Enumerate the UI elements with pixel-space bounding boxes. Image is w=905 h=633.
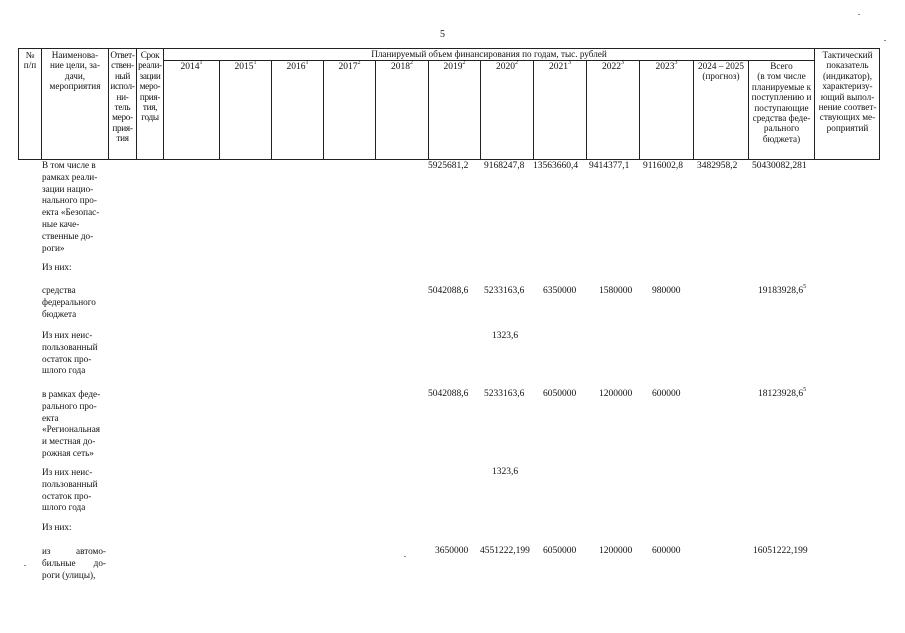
- row4-2019-value: 5042088,6: [428, 389, 469, 399]
- header-responsible: Ответ- ствен- ный испол- ни- тель меро- прия- тия: [110, 50, 135, 144]
- row2-2021-value: 6350000: [543, 286, 577, 296]
- header-year-2021: 2021$^3$: [549, 60, 571, 72]
- row7-2020-value: 4551222,199: [480, 546, 530, 556]
- row7-2022-value: 1200000: [599, 546, 633, 556]
- row-label-roads: из автомо- бильные до- роги (улицы),: [42, 546, 106, 580]
- row2-2023-value: 980000: [652, 286, 681, 296]
- row0-2022-value: 9414377,1: [589, 161, 630, 171]
- row-label-national-project: В том числе в рамках реали- зации нацио- нального про- екта «Безопас- ные каче- ственные до- роги»: [42, 160, 100, 253]
- header-year-2023: 2023$^3$: [655, 60, 678, 72]
- scan-speck: [884, 40, 886, 41]
- header-year-2018: 2018$^2$: [391, 60, 413, 72]
- row-label-federal-budget: средства федерального бюджета: [42, 285, 96, 319]
- row-label-federal-project: в рамках феде- рального про- екта «Региональная и местная до- рожная сеть»: [42, 389, 101, 458]
- row4-2023-value: 600000: [652, 389, 681, 399]
- header-year-2017: 2017$^2$: [338, 60, 361, 72]
- header-name: Наименова- ние цели, за- дачи, мероприятия: [49, 50, 101, 92]
- header-year-2014: 2014$^1$: [180, 60, 203, 72]
- row0-forecast-value: 3482958,2: [697, 161, 738, 171]
- row-label-of-which-2: Из них:: [42, 522, 72, 532]
- header-year-2022: 2022$^3$: [602, 60, 624, 72]
- header-term: Срок реали- зации меро- прия- тия, годы: [138, 50, 162, 123]
- row0-2019-value: 5925681,2: [428, 161, 469, 171]
- header-year-2020: 2020$^2$: [496, 60, 518, 72]
- row0-2020-value: 9168247,8: [484, 161, 525, 171]
- scan-speck: [858, 14, 860, 15]
- header-planned-financing: Планируемый объем финансирования по годам, тыс. рублей: [371, 49, 607, 59]
- header-year-2016: 2016$^1$: [286, 60, 309, 72]
- scan-speck: [24, 565, 26, 566]
- header-number: № п/п: [23, 50, 37, 71]
- row-label-of-which: Из них:: [42, 262, 72, 272]
- row2-total-value: 19183928,6$^5$: [758, 284, 807, 296]
- row3-2020-value: 1323,6: [492, 331, 519, 341]
- row4-2021-value: 6050000: [543, 389, 577, 399]
- row0-2021-value: 13563660,4: [533, 161, 579, 171]
- row7-2021-value: 6050000: [543, 546, 577, 556]
- header-year-2019: 2019$^2$: [443, 60, 466, 72]
- header-forecast: 2024 – 2025 (прогноз): [698, 61, 744, 82]
- row0-total-value: 50430082,281: [752, 161, 807, 171]
- row-label-unused-balance: Из них неис- пользованный остаток про- шлого года: [42, 330, 98, 376]
- scan-speck: [404, 556, 406, 557]
- row4-total-value: 18123928,6$^5$: [758, 387, 807, 399]
- page-number: 5: [440, 29, 445, 40]
- row2-2022-value: 1580000: [599, 286, 633, 296]
- row4-2020-value: 5233163,6: [484, 389, 525, 399]
- header-total: Всего (в том числе планируемые к поступлению и поступающие средства феде- рального бюджета): [751, 61, 812, 144]
- row0-2023-value: 9116002,8: [643, 161, 684, 171]
- header-indicator: Тактический показатель (индикатор), характеризу- ющий выпол- нение соответ- ствующих ме- роприятий: [818, 50, 877, 133]
- row7-total-value: 16051222,199: [753, 546, 808, 556]
- row7-2023-value: 600000: [652, 546, 681, 556]
- row2-2020-value: 5233163,6: [484, 286, 525, 296]
- row7-2019-value: 3650000: [435, 546, 469, 556]
- row2-2019-value: 5042088,6: [428, 286, 469, 296]
- row4-2022-value: 1200000: [599, 389, 633, 399]
- header-year-2015: 2015$^1$: [234, 60, 257, 72]
- row5-2020-value: 1323,6: [492, 467, 519, 477]
- row-label-unused-balance-2: Из них неис- пользованный остаток про- шлого года: [42, 467, 98, 513]
